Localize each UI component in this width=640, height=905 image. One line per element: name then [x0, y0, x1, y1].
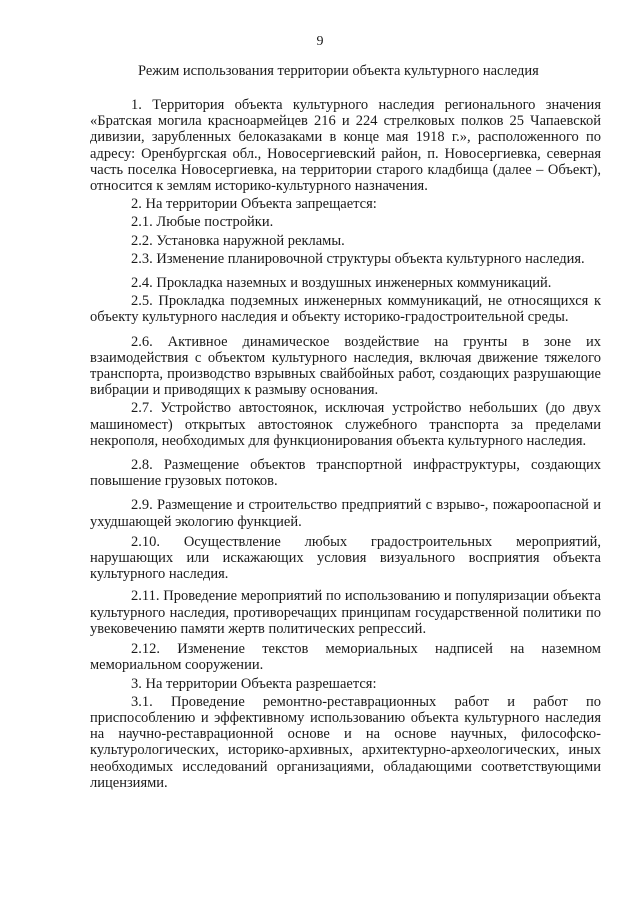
paragraph-2-10: 2.10. Осуществление любых градостроительных мероприятий, нарушающих или искажающих условия визуального восприятия объекта культурного наследия. — [90, 533, 601, 583]
paragraph-3-1: 3.1. Проведение ремонтно-реставрационных работ и работ по приспособлению и эффективному использованию объекта культурного наследия на научно-реставрационной основе и на основе научных, философско-культурологических, историко-архивных, архитектурно-археологических, иных необходимых исследований организациями, обладающими соответствующими лицензиями. — [90, 693, 601, 791]
paragraph-2-6: 2.6. Активное динамическое воздействие на грунты в зоне их взаимодействия с объектом культурного наследия, включая движение тяжелого транспорта, производство взрывных свайбойных работ, создающих разрушающие вибрации и приводящих к размыву основания. — [90, 333, 601, 399]
paragraph-2-7: 2.7. Устройство автостоянок, исключая устройство небольших (до двух машиномест) открытых автостоянок служебного транспорта за пределами некрополя, необходимых для функционирования объекта культурного наследия. — [90, 400, 601, 449]
paragraph-3: 3. На территории Объекта разрешается: — [131, 675, 377, 692]
paragraph-2-5: 2.5. Прокладка подземных инженерных коммуникаций, не относящихся к объекту культурного наследия и объекту историко-градостроительной среды. — [90, 293, 601, 326]
paragraph-2-3: 2.3. Изменение планировочной структуры объекта культурного наследия. — [131, 250, 585, 267]
page-number: 9 — [316, 34, 324, 49]
paragraph-2-9: 2.9. Размещение и строительство предприятий с взрыво-, пожароопасной и ухудшающей экологию функцией. — [90, 497, 601, 530]
paragraph-2-2: 2.2. Установка наружной рекламы. — [131, 232, 345, 249]
paragraph-2-12: 2.12. Изменение текстов мемориальных надписей на наземном мемориальном сооружении. — [90, 641, 601, 674]
paragraph-2-4: 2.4. Прокладка наземных и воздушных инженерных коммуникаций. — [131, 275, 552, 292]
paragraph-1: 1. Территория объекта культурного наследия регионального значения «Братская могила красноармейцев 216 и 224 стрелковых полков 25 Чапаевской дивизии, зарубленных белоказаками в конце мая 1918 г.», расположенного по адресу: Оренбургская обл., Новосергиевский район, п. Новосергиевка, северная часть поселка Новосергиевка, на территории старого кладбища (далее – Объект), относится к землям историко-культурного назначения. — [90, 97, 601, 195]
paragraph-2: 2. На территории Объекта запрещается: — [131, 196, 377, 213]
document-body — [90, 97, 601, 791]
paragraph-2-11: 2.11. Проведение мероприятий по использованию и популяризации объекта культурного наследия, противоречащих принципам государственной политики по увековечению памяти жертв политических репрессий. — [90, 588, 601, 637]
paragraph-2-1: 2.1. Любые постройки. — [131, 214, 274, 231]
paragraph-2-8: 2.8. Размещение объектов транспортной инфраструктуры, создающих повышение грузовых потоков. — [90, 457, 601, 490]
document-title: Режим использования территории объекта культурного наследия — [138, 63, 539, 79]
